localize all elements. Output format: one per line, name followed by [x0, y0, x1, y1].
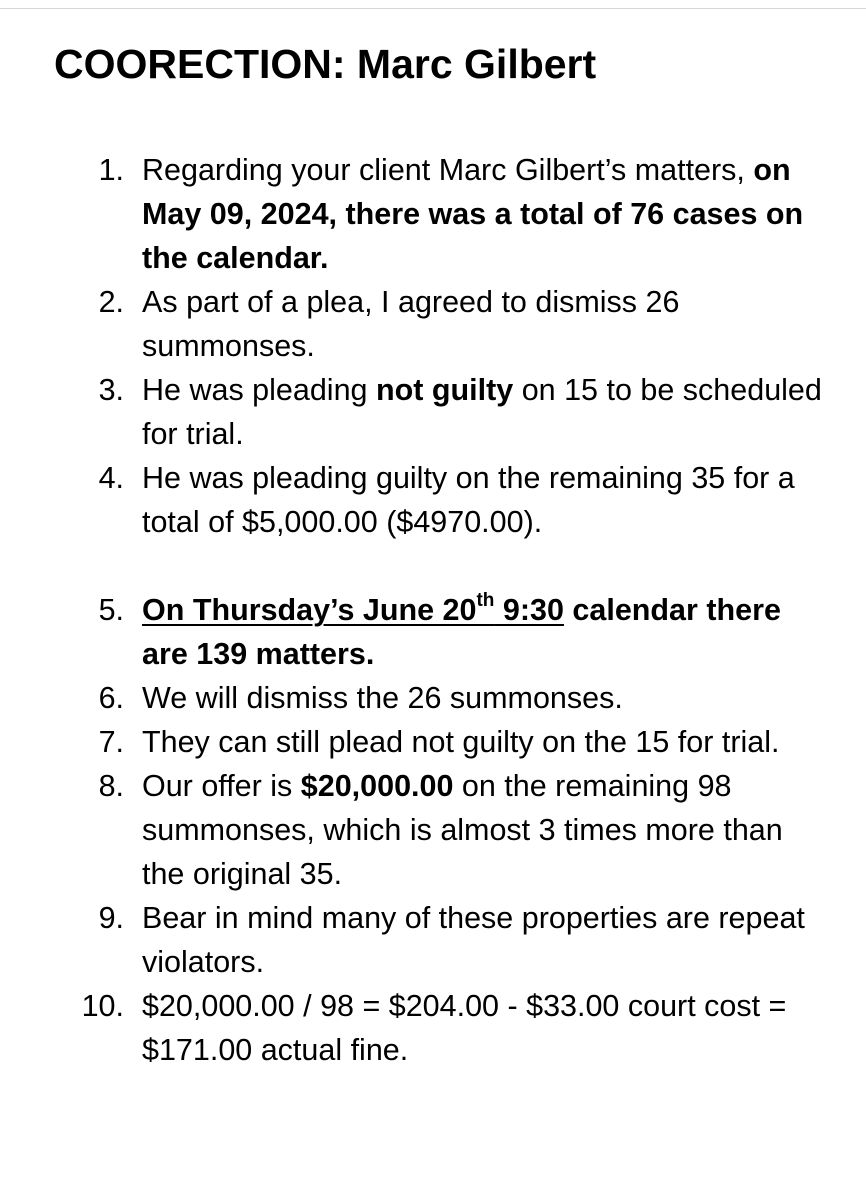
item-text: He was pleading guilty on the remaining 35 for a total of $5,000.00 ($4970.00). [142, 461, 795, 539]
item-text-plain: Our offer is [142, 769, 301, 803]
item-text-plain: on 15 to be scheduled for trial. [142, 373, 822, 451]
list-item [0, 588, 866, 676]
item-text-bold: on May 09, 2024, there was a total of 76 cases on the calendar. [142, 153, 804, 275]
item-number: 4. [98, 461, 124, 495]
list-item [0, 368, 866, 456]
item-number: 8. [98, 769, 124, 803]
list-item [0, 280, 866, 368]
item-number: 7. [98, 725, 124, 759]
paragraph-gap [0, 544, 866, 588]
item-number: 6. [98, 681, 124, 715]
list-item [0, 896, 866, 984]
item-number: 10. [81, 989, 124, 1023]
item-text: They can still plead not guilty on the 15 for trial. [142, 725, 780, 759]
item-text [142, 764, 826, 896]
list-item [0, 676, 866, 720]
item-text-plain: Regarding your client Marc Gilbert’s matters, [142, 153, 754, 187]
page-title: COORECTION: Marc Gilbert [54, 41, 597, 87]
item-text-bold: not guilty [375, 373, 514, 407]
item-text [142, 588, 826, 676]
date-text: On Thursday’s June 20 [142, 593, 477, 627]
item-text: Bear in mind many of these properties are repeat violators. [142, 901, 805, 979]
list-item [0, 720, 866, 764]
list-item [0, 764, 866, 896]
time-text: 9:30 [494, 593, 564, 627]
item-text-bold: calendar there are 139 matters. [142, 593, 781, 671]
item-text [142, 148, 826, 280]
item-text-plain: on the remaining 98 summonses, which is almost 3 times more than the original 35. [142, 769, 783, 891]
item-number: 3. [98, 373, 124, 407]
numbered-list [0, 148, 866, 1072]
item-text-plain: He was pleading [142, 373, 376, 407]
item-text: As part of a plea, I agreed to dismiss 26 summonses. [142, 285, 680, 363]
item-number: 2. [98, 285, 124, 319]
item-text-underlined [142, 590, 564, 627]
item-number: 1. [98, 153, 124, 187]
list-item [0, 148, 866, 280]
list-item [0, 456, 866, 544]
item-number: 9. [98, 901, 124, 935]
list-item [0, 984, 866, 1072]
item-text: $20,000.00 / 98 = $204.00 - $33.00 court cost = $171.00 actual fine. [142, 989, 787, 1067]
item-text-bold: $20,000.00 [300, 769, 454, 803]
ordinal-suffix: th [476, 590, 495, 611]
item-text [142, 368, 826, 456]
top-divider [0, 8, 866, 9]
item-text: We will dismiss the 26 summonses. [142, 681, 623, 715]
item-number: 5. [98, 593, 124, 627]
